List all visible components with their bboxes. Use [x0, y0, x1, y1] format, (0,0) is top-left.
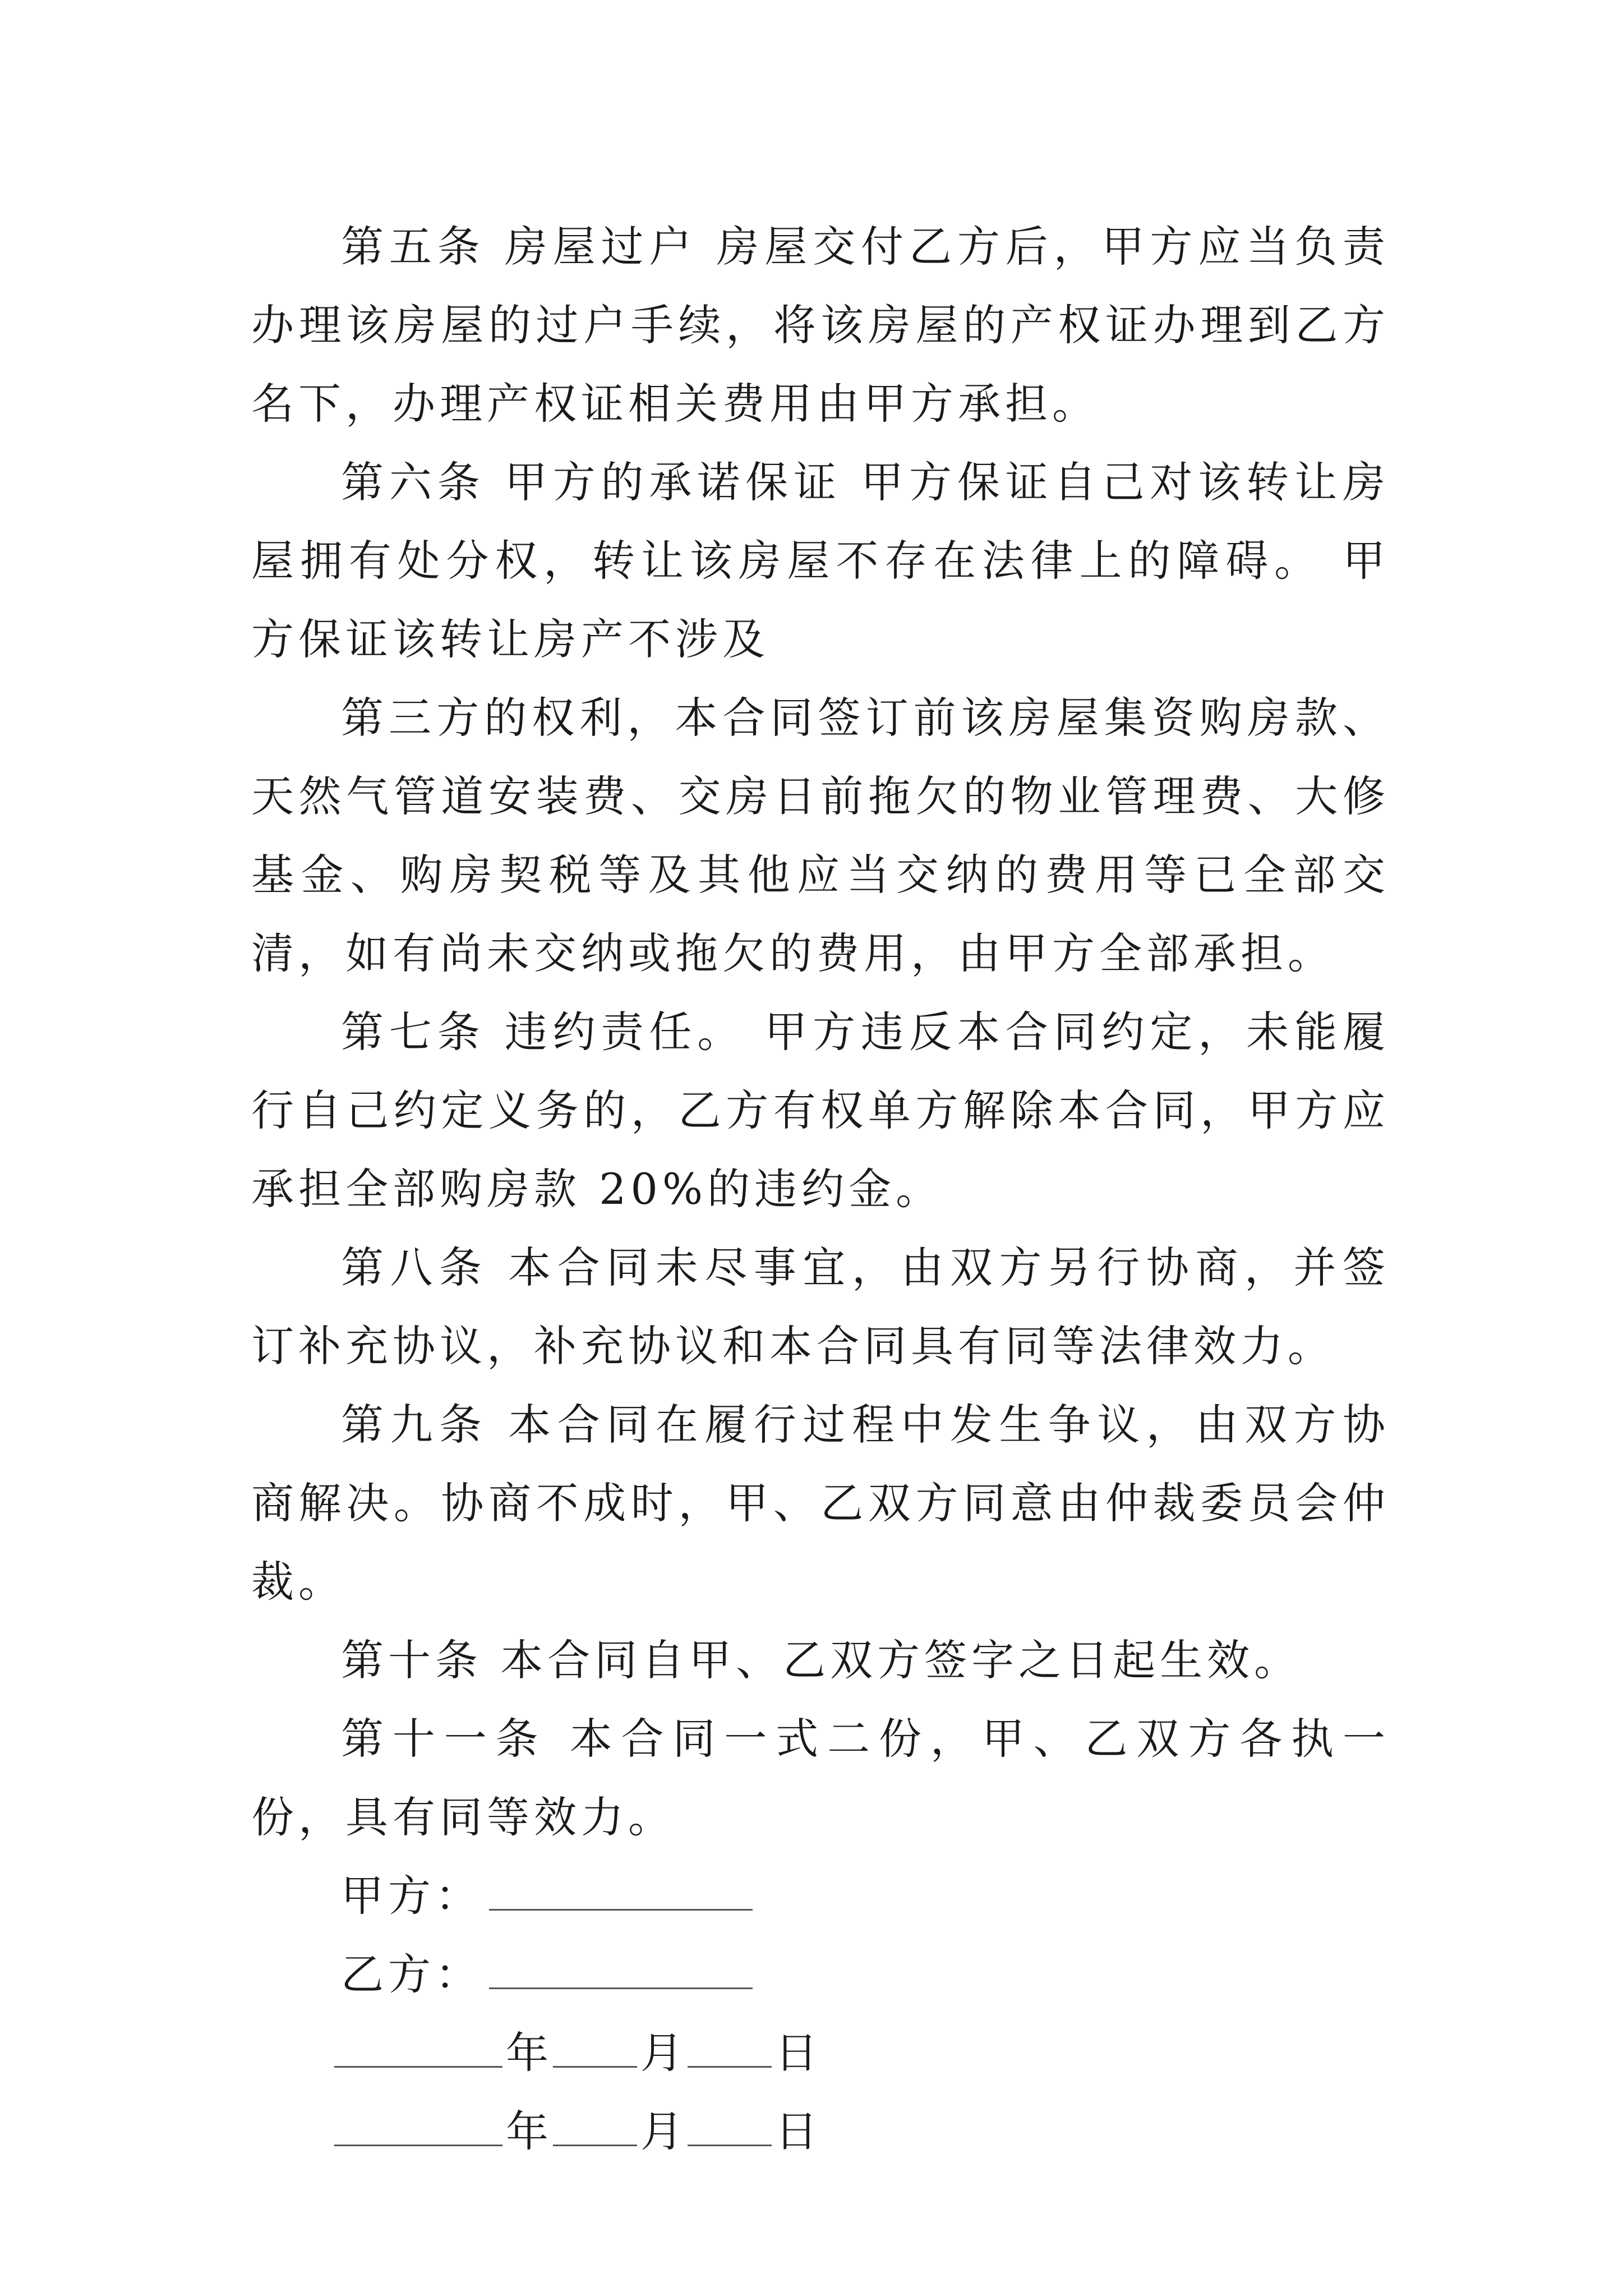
party-b-label: 乙方： — [341, 1949, 482, 1999]
year-blank[interactable] — [334, 2109, 502, 2146]
contract-body — [251, 208, 1390, 2171]
date-line-1 — [251, 2014, 1390, 2092]
month-blank[interactable] — [553, 2109, 637, 2146]
date-line-2 — [251, 2092, 1390, 2171]
day-blank[interactable] — [688, 2030, 772, 2068]
clause-9: 第九条 本合同在履行过程中发生争议，由双方协商解决。协商不成时，甲、乙双方同意由仲裁委员会仲裁。 — [251, 1400, 1390, 1607]
clause-8: 第八条 本合同未尽事宜，由双方另行协商，并签订补充协议，补充协议和本合同具有同等法律效力。 — [251, 1243, 1390, 1371]
day-label: 日 — [775, 2028, 822, 2078]
day-blank[interactable] — [688, 2109, 772, 2146]
day-label: 日 — [775, 2106, 822, 2156]
clause-5: 第五条 房屋过户 房屋交付乙方后，甲方应当负责办理该房屋的过户手续，将该房屋的产权证办理到乙方名下，办理产权证相关费用由甲方承担。 — [251, 222, 1390, 429]
clause-10: 第十条 本合同自甲、乙双方签字之日起生效。 — [341, 1635, 1302, 1685]
clause-6-continued: 第三方的权利，本合同签订前该房屋集资购房款、天然气管道安装费、交房日前拖欠的物业管理费、大修基金、购房契税等及其他应当交纳的费用等已全部交清，如有尚未交纳或拖欠的费用，由甲方全部承担。 — [251, 693, 1390, 978]
party-a-signature-blank[interactable] — [489, 1873, 753, 1911]
month-label: 月 — [640, 2106, 688, 2156]
party-b-signature — [251, 1935, 1390, 2014]
year-label: 年 — [506, 2028, 553, 2078]
clause-6: 第六条 甲方的承诺保证 甲方保证自己对该转让房屋拥有处分权，转让该房屋不存在法律上的障碍。 甲方保证该转让房产不涉及 — [251, 457, 1390, 664]
year-label: 年 — [506, 2106, 553, 2156]
clause-11: 第十一条 本合同一式二份，甲、乙双方各执一份，具有同等效力。 — [251, 1714, 1390, 1842]
clause-7: 第七条 违约责任。 甲方违反本合同约定，未能履行自己约定义务的，乙方有权单方解除本合同，甲方应承担全部购房款 20%的违约金。 — [251, 1007, 1390, 1214]
month-label: 月 — [640, 2028, 688, 2078]
party-b-signature-blank[interactable] — [489, 1952, 753, 1989]
party-a-label: 甲方： — [341, 1871, 482, 1921]
party-a-signature — [251, 1857, 1390, 1935]
month-blank[interactable] — [553, 2030, 637, 2068]
year-blank[interactable] — [334, 2030, 502, 2068]
